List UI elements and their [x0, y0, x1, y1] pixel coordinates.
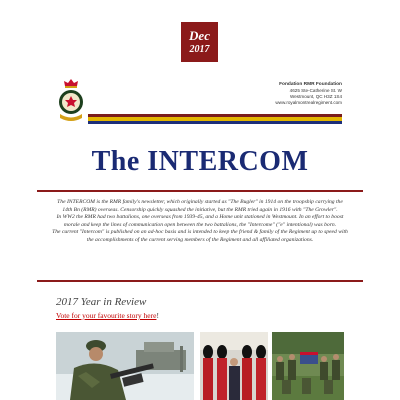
newsletter-title: The INTERCOM [91, 146, 309, 177]
issue-year: 2017 [189, 44, 210, 55]
photo-strip [56, 332, 344, 400]
address-line-1: 4625 Ste-Catherine St. W [289, 88, 342, 93]
honour-guard-photo-icon[interactable] [200, 332, 268, 400]
vote-link[interactable]: Vote for your favourite story here [56, 311, 157, 320]
issue-month: Dec [189, 28, 210, 43]
soldier-photo-icon[interactable] [56, 332, 194, 400]
website[interactable]: www.royalmontrealregiment.com [275, 100, 342, 105]
intro-paragraph: The INTERCOM is the RMR family's newsletter, which originally started as "The Bugler" in 1914 on the troopship carrying the 14th Bn (RMR) overseas. Censorship quickly squashed the initiative, but the RMR tried again in 1916 with "The Growler". [57, 199, 343, 213]
intro-paragraph: In WW2 the RMR had two battalions, one overseas from 1939-45, and a Home unit stationed in Westmount. In an effort to boost morale and keep the lines of communication open between the two battalions, the "Intercome" ("e" intentional) was born. [56, 214, 344, 228]
intro-text [52, 199, 348, 245]
divider-bottom [37, 280, 363, 282]
vote-suffix: ! [156, 311, 159, 320]
regimental-stripes [88, 114, 342, 124]
date-badge [181, 22, 218, 62]
group-photo-icon[interactable] [272, 332, 344, 400]
address-line-2: Westmount, QC H3Z 1S4 [290, 94, 342, 99]
stripe-blue [88, 121, 342, 124]
foundation-name: Fondation RMR Foundation [279, 82, 342, 87]
foundation-address [222, 82, 342, 106]
vote-line [56, 311, 159, 320]
divider-top [37, 190, 363, 192]
year-in-review-heading: 2017 Year in Review [56, 296, 147, 308]
regiment-crest-icon [56, 78, 86, 124]
intro-paragraph: The current "Intercom" is published on an ad-hoc basis and is intended to keep the friend & family of the Regiment up to speed with the accomplishments of the current serving members of the Regiment and all affiliated organizations. [52, 229, 348, 243]
letterhead [56, 78, 342, 128]
